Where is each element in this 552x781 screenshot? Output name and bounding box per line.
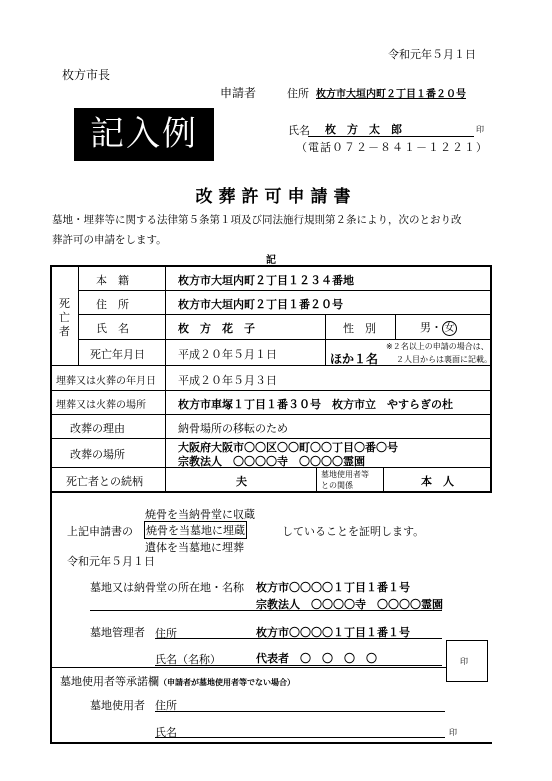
consent-divider — [50, 667, 446, 668]
deceased-address-value: 枚方市大垣内町２丁目１番２０号 — [178, 298, 343, 311]
manager-name-underline — [155, 665, 442, 666]
consent-user-label: 墓地使用者 — [90, 699, 145, 712]
reason-label: 改葬の理由 — [70, 422, 125, 435]
consent-name-underline — [155, 737, 445, 738]
intro-text-line2: 葬許可の申請をします。 — [52, 234, 167, 246]
applicant-name-value: 枚 方 太 郎 — [325, 123, 402, 136]
applicant-label: 申請者 — [220, 86, 257, 100]
sample-badge: 記入例 — [74, 108, 214, 161]
certify-prefix: 上記申請書の — [67, 525, 133, 538]
user-relation-value: 本 人 — [421, 475, 454, 488]
manager-address-underline — [155, 638, 442, 639]
burial-place-value: 枚方市車塚１丁目１番３０号 枚方市立 やすらぎの杜 — [178, 398, 453, 411]
burial-date-label: 埋葬又は火葬の年月日 — [56, 376, 156, 387]
submission-date: 令和元年５月１日 — [388, 48, 476, 61]
multiple-note-1: ※２名以上の申請の場合は、 — [386, 342, 489, 351]
certify-date: 令和元年５月１日 — [67, 555, 155, 568]
relation-label: 死亡者との続柄 — [66, 475, 143, 488]
honseki-value: 枚方市大垣内町２丁目１２３４番地 — [178, 274, 354, 287]
applicant-address-value: 枚方市大垣内町２丁目１番２０号 — [316, 89, 466, 100]
consent-address-underline — [155, 711, 445, 712]
reburial-place-value-1: 大阪府大阪市〇〇区〇〇町〇〇丁目〇番〇号 — [178, 441, 398, 454]
applicant-address-label: 住所 — [287, 87, 309, 100]
manager-address-value: 枚方市〇〇〇〇１丁目１番１号 — [256, 626, 410, 639]
applicant-phone: （電話０７２－８４１－１２２１） — [296, 141, 488, 154]
certify-suffix: していることを証明します。 — [282, 525, 425, 538]
user-relation-label-2: との関係 — [321, 481, 353, 490]
deceased-address-label: 住 所 — [96, 298, 129, 311]
applicant-seal-mark: 印 — [476, 125, 484, 134]
gender-male: 男・ — [420, 321, 442, 334]
multiple-note-2: ２人目からは裏面に記載。 — [396, 355, 492, 364]
document-title: 改葬許可申請書 — [195, 187, 357, 207]
intro-text-line1: 墓地・埋葬等に関する法律第５条第１項及び同法施行規則第２条により，次のとおり改 — [52, 214, 462, 226]
certify-option-1: 焼骨を当納骨堂に収蔵 — [145, 508, 255, 521]
cemetery-value-2: 宗教法人 〇〇〇〇寺 〇〇〇〇霊園 — [256, 598, 443, 611]
cemetery-label: 墓地又は納骨堂の所在地・名称 — [90, 581, 244, 594]
manager-address-label: 住所 — [155, 627, 177, 640]
consent-address-label: 住所 — [155, 699, 177, 712]
gender-options[interactable] — [420, 319, 457, 336]
gender-label: 性 別 — [343, 322, 376, 335]
relation-value: 夫 — [236, 475, 247, 488]
consent-seal-mark: 印 — [449, 728, 457, 737]
reburial-place-value-2: 宗教法人 〇〇〇〇寺 〇〇〇〇霊園 — [178, 455, 365, 468]
deceased-name-label: 氏 名 — [96, 322, 129, 335]
cemetery-underline — [90, 610, 442, 611]
user-relation-label-1: 墓地使用者等 — [321, 470, 369, 479]
gender-female-circled: 女 — [442, 321, 457, 336]
consent-name-label: 氏名 — [155, 726, 177, 739]
applicant-name-label: 氏名 — [288, 124, 310, 137]
consent-title-text: 墓地使用者等承諾欄 — [60, 675, 159, 688]
death-date-label: 死亡年月日 — [90, 348, 145, 361]
consent-note: （申請者が墓地使用者等でない場合） — [159, 678, 295, 687]
others-count: ほか１名 — [330, 352, 379, 366]
manager-name-value: 代表者 〇 〇 〇 〇 — [256, 652, 377, 665]
ki-label: 記 — [266, 255, 276, 266]
certify-option-2-selected[interactable]: 焼骨を当墓地に埋蔵 — [144, 521, 247, 539]
honseki-label: 本 籍 — [96, 274, 129, 287]
manager-label: 墓地管理者 — [90, 626, 145, 639]
deceased-group-label: 死 亡 者 — [59, 297, 70, 338]
deceased-name-value: 枚 方 花 子 — [178, 322, 255, 335]
cemetery-value-1: 枚方市〇〇〇〇１丁目１番１号 — [256, 581, 410, 594]
death-date-value: 平成２０年５月１日 — [178, 348, 277, 361]
consent-title — [60, 673, 295, 689]
burial-date-value: 平成２０年５月３日 — [178, 374, 277, 387]
manager-seal-box: 印 — [446, 640, 488, 682]
certify-option-3: 遺体を当墓地に埋葬 — [145, 541, 244, 554]
addressee: 枚方市長 — [62, 68, 111, 82]
reburial-place-label: 改葬の場所 — [70, 448, 125, 461]
burial-place-label: 埋葬又は火葬の場所 — [56, 400, 146, 411]
applicant-name-underline — [308, 136, 474, 137]
manager-name-label: 氏名（名称） — [155, 653, 221, 666]
reason-value: 納骨場所の移転のため — [178, 422, 288, 435]
